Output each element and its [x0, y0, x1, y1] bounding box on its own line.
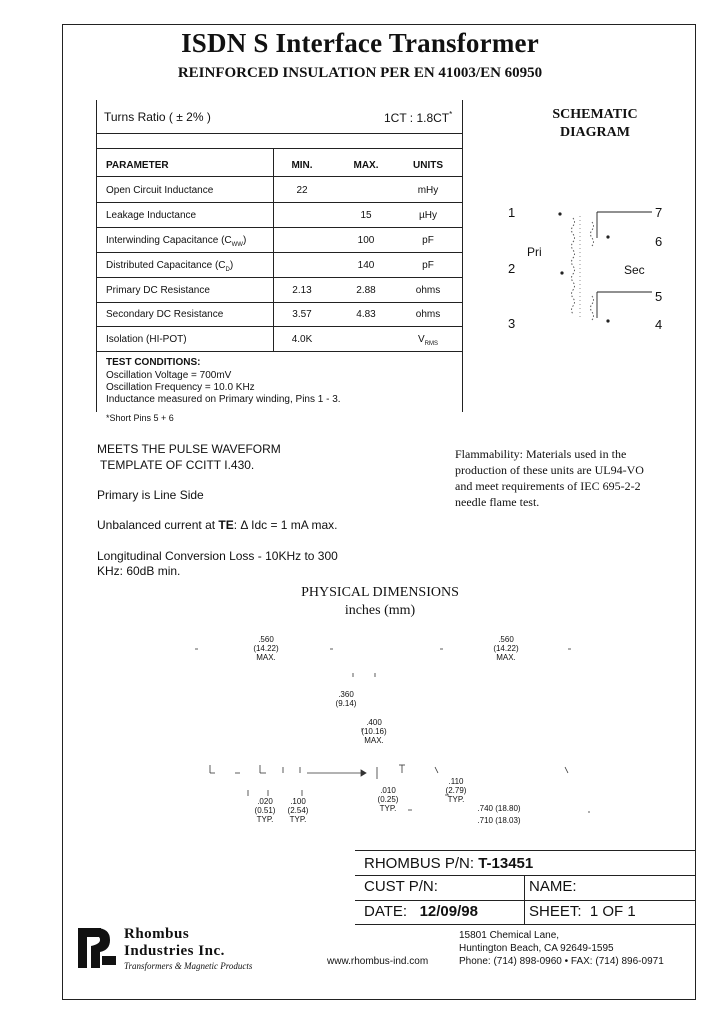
pin-2-label: 2 [508, 261, 516, 276]
secondary-winding-upper [591, 222, 594, 246]
longitudinal-line1: Longitudinal Conversion Loss - 10KHz to 300 [97, 549, 338, 563]
lead-mark [435, 767, 438, 773]
rhombus-pn: RHOMBUS P/N: T-13451 [364, 855, 534, 872]
schematic-title-line2: DIAGRAM [560, 125, 630, 140]
title-block-line [355, 875, 695, 876]
dim-710: .710 (18.03) [477, 816, 521, 825]
company-tagline: Transformers & Magnetic Products [124, 961, 253, 971]
short-pins-footnote: *Short Pins 5 + 6 [106, 413, 174, 423]
turns-ratio-value: 1CT : 1.8CT* [384, 110, 453, 125]
company-address-line1: 15801 Chemical Lane, [459, 930, 560, 941]
schematic-title-line1: SCHEMATIC [552, 107, 638, 122]
document-subtitle: REINFORCED INSULATION PER EN 41003/EN 60950 [177, 65, 543, 81]
date-field: DATE: 12/09/98 [364, 903, 478, 920]
row-line [96, 202, 462, 203]
dim-width-left: .560 (14.22) MAX. [253, 635, 279, 662]
title-block-top-line [355, 850, 695, 851]
cust-pn-label: CUST P/N: [364, 878, 438, 895]
table-left-border [96, 100, 97, 412]
pin-5-label: 5 [655, 289, 663, 304]
dim-100: .100 (2.54) TYP. [287, 797, 309, 824]
table-right-border [462, 100, 463, 412]
rhombus-logo-icon [78, 926, 120, 970]
header-min: MIN. [291, 160, 313, 171]
transformer-symbol [540, 200, 663, 335]
lead-mark [565, 767, 568, 773]
row-unit: pF [422, 235, 434, 246]
name-label: NAME: [529, 878, 577, 895]
row-unit: µHy [419, 210, 437, 221]
flammability-line: and meet requirements of IEC 695-2-2 [455, 479, 641, 493]
row-param: Distributed Capacitance $(C_D)$ [106, 260, 234, 273]
row-param: Leakage Inductance [106, 210, 197, 221]
flammability-line: Flammability: Materials used in the [455, 447, 627, 461]
row-unit: $V_{RMS}$ [417, 334, 438, 347]
row-param: Secondary DC Resistance [106, 309, 224, 320]
row-min: 22 [296, 185, 308, 196]
row-max: 2.88 [356, 285, 376, 296]
physical-dimensions-title: PHYSICAL DIMENSIONS [301, 585, 459, 600]
pin-7-label: 7 [655, 205, 663, 220]
company-website: www.rhombus-ind.com [327, 956, 429, 967]
pin-1-label: 1 [508, 205, 516, 220]
row-max: 100 [357, 235, 375, 246]
unbalanced-current-note: Unbalanced current at TE: Δ Idc = 1 mA max. [97, 518, 338, 532]
company-phone-fax: Phone: (714) 898-0960 • FAX: (714) 896-0971 [459, 956, 664, 967]
company-name-line2: Industries Inc. [124, 943, 225, 959]
secondary-winding-lower [591, 296, 594, 320]
test-condition-line: Oscillation Voltage = 700mV [106, 370, 232, 381]
row-line [96, 351, 462, 352]
turns-ratio-label: Turns Ratio ( ± 2% ) [104, 110, 211, 124]
dim-740: .740 (18.80) [477, 804, 521, 813]
row-line [96, 326, 462, 327]
secondary-label: Sec [624, 263, 645, 277]
header-parameter: PARAMETER [106, 160, 169, 171]
title-block-line [355, 924, 695, 925]
dim-360: .360 (9.14) [335, 690, 357, 708]
primary-label: Pri [527, 245, 542, 259]
pulse-waveform-line1: MEETS THE PULSE WAVEFORM [97, 442, 281, 456]
col-divider-1 [273, 148, 274, 351]
row-max: 140 [357, 260, 375, 271]
row-line [96, 277, 462, 278]
dim-110: .110 (2.79) TYP. [445, 777, 467, 804]
row-unit: ohms [415, 309, 441, 320]
row-unit: pF [422, 260, 434, 271]
row-min: 3.57 [292, 309, 312, 320]
pin-3-label: 3 [508, 316, 516, 331]
primary-dot [560, 271, 563, 274]
primary-dot [558, 212, 561, 215]
row-param: Isolation (HI-POT) [106, 334, 187, 345]
row-unit: mHy [417, 185, 439, 196]
pin-6-label: 6 [655, 234, 663, 249]
test-condition-line: Oscillation Frequency = 10.0 KHz [106, 382, 255, 393]
physical-dimensions-units: inches (mm) [344, 603, 416, 618]
row-min: 2.13 [292, 285, 312, 296]
dim-010: .010 (0.25) TYP. [377, 786, 399, 813]
row-line [96, 227, 462, 228]
pin-4-label: 4 [655, 317, 663, 332]
company-address-line2: Huntington Beach, CA 92649-1595 [459, 943, 614, 954]
turns-divider [96, 133, 462, 134]
row-min: 4.0K [291, 334, 313, 345]
secondary-dot [606, 319, 609, 322]
row-unit: ohms [415, 285, 441, 296]
header-units: UNITS [413, 160, 443, 171]
secondary-dot [606, 235, 609, 238]
pulse-waveform-line2: TEMPLATE OF CCITT I.430. [100, 458, 255, 472]
flammability-line: needle flame test. [455, 495, 540, 509]
row-max: 4.83 [356, 309, 376, 320]
header-bottom-line [96, 176, 462, 177]
title-block-line [355, 900, 695, 901]
row-line [96, 302, 462, 303]
row-line [96, 252, 462, 253]
sheet-field: SHEET: 1 OF 1 [529, 903, 636, 920]
longitudinal-line2: KHz: 60dB min. [97, 564, 181, 578]
header-top-line [96, 148, 462, 149]
dim-400: .400 (10.16) MAX. [361, 718, 387, 745]
test-condition-line: Inductance measured on Primary winding, Pins 1 - 3. [106, 394, 341, 405]
row-param: Open Circuit Inductance [106, 185, 214, 196]
row-param: Interwinding Capacitance $(C_{WW})$ [106, 235, 247, 248]
header-max: MAX. [353, 160, 379, 171]
primary-winding [572, 218, 575, 314]
primary-side-note: Primary is Line Side [97, 488, 204, 502]
dimension-lines [190, 640, 590, 830]
document-title: ISDN S Interface Transformer [181, 28, 539, 58]
flammability-line: production of these units are UL94-VO [455, 463, 644, 477]
dim-width-right: .560 (14.22) MAX. [493, 635, 519, 662]
dim-020: .020 (0.51) TYP. [254, 797, 276, 824]
arrow-head [361, 770, 366, 776]
test-conditions-heading: TEST CONDITIONS: [106, 357, 201, 368]
row-param: Primary DC Resistance [106, 285, 210, 296]
row-max: 15 [360, 210, 372, 221]
company-name-line1: Rhombus [124, 926, 190, 942]
